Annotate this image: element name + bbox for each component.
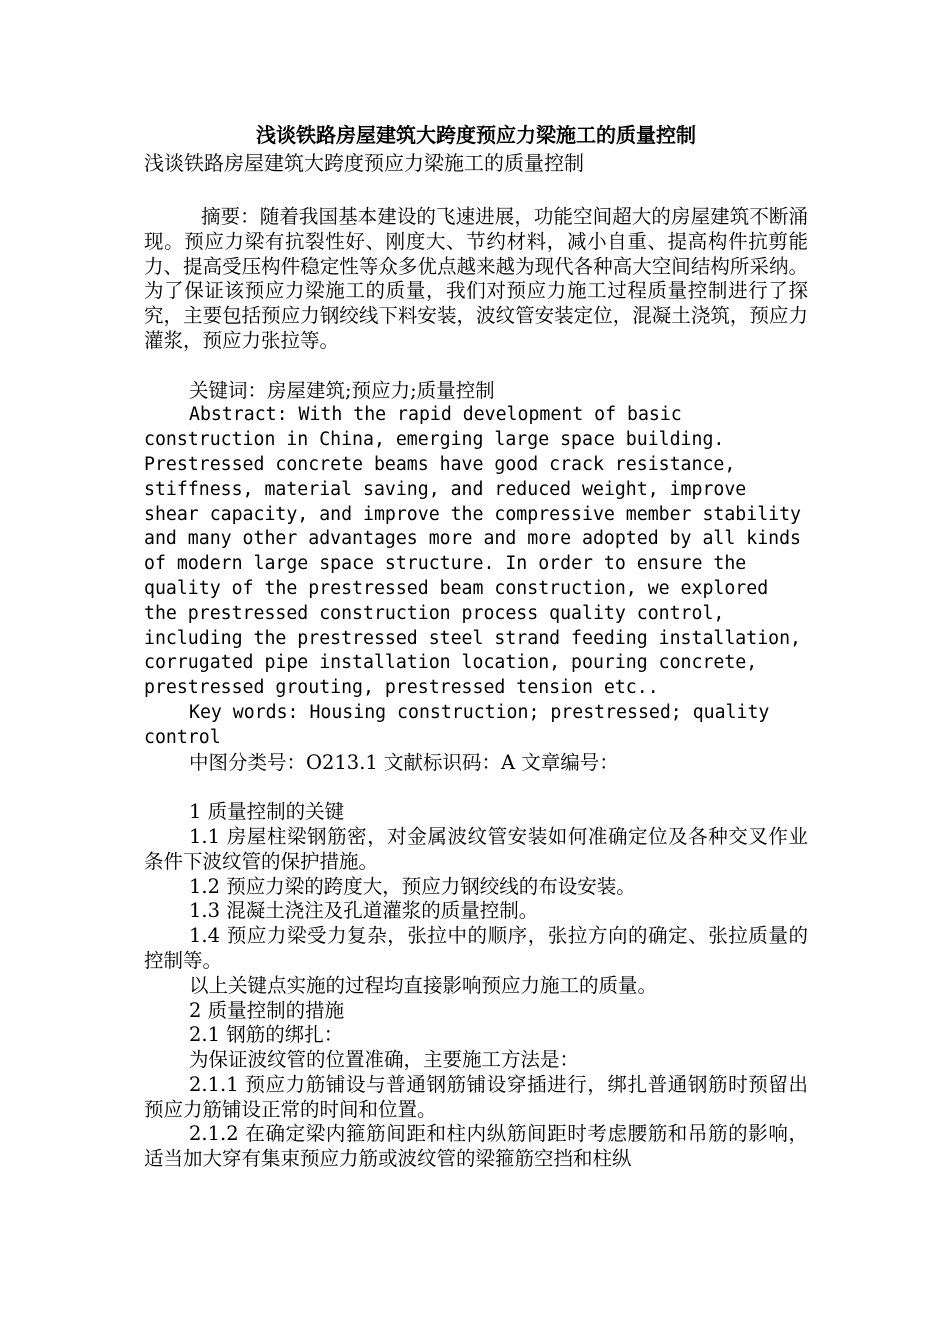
body-paragraph: 以上关键点实施的过程均直接影响预应力施工的质量。 — [189, 973, 658, 997]
document-title: 浅谈铁路房屋建筑大跨度预应力梁施工的质量控制 — [256, 123, 696, 147]
body-paragraph: 2.1.1 预应力筋铺设与普通钢筋铺设穿插进行，绑扎普通钢筋时预留出预应力筋铺设正常的时间和位置。 — [144, 1072, 808, 1121]
keywords-en: Key words: Housing construction; prestressed; quality control — [144, 701, 770, 748]
section-heading: 1 质量控制的关键 — [189, 800, 345, 824]
document-subtitle: 浅谈铁路房屋建筑大跨度预应力梁施工的质量控制 — [144, 151, 584, 175]
classification-line: 中图分类号：O213.1 文献标识码：A 文章编号： — [189, 750, 619, 774]
abstract-cn: 摘要：随着我国基本建设的飞速进展，功能空间超大的房屋建筑不断涌现。预应力梁有抗裂性好、刚度大、节约材料，减小自重、提高构件抗剪能力、提高受压构件稳定性等众多优点越来越为现代各种高大空间结构所采纳。为了保证该预应力梁施工的质量，我们对预应力施工过程质量控制进行了探究，主要包括预应力钢绞线下料安装，波纹管安装定位，混凝土浇筑，预应力灌浆，预应力张拉等。 — [144, 205, 808, 352]
body-paragraph: 1.2 预应力梁的跨度大，预应力钢绞线的布设安装。 — [189, 874, 636, 898]
body-paragraph: 1.3 混凝土浇注及孔道灌浆的质量控制。 — [189, 899, 539, 923]
body-paragraph: 2.1.2 在确定梁内箍筋间距和柱内纵筋间距时考虑腰筋和吊筋的影响，适当加大穿有集束预应力筋或波纹管的梁箍筋空挡和柱纵 — [144, 1122, 808, 1171]
body-paragraph: 为保证波纹管的位置准确，主要施工方法是： — [189, 1048, 580, 1072]
keywords-cn: 关键词：房屋建筑;预应力;质量控制 — [189, 378, 495, 402]
abstract-en: Abstract: With the rapid development of basic construction in China, emerging large space building. Prestressed concrete beams have good crack resistance, stiffness, material saving, and reduced weight, improve shear capacity, and improve the compressive member stability and many other advantages more and more adopted by all kinds of modern large space structure. In order to ensure the quality of the prestressed beam construction, we explored the prestressed construction process quality control, including the prestressed steel strand feeding installation, corrugated pipe installation location, pouring concrete, prestressed grouting, prestressed tension etc.. — [144, 404, 801, 699]
subsection-heading: 2.1 钢筋的绑扎： — [189, 1023, 344, 1047]
body-paragraph: 1.4 预应力梁受力复杂，张拉中的顺序，张拉方向的确定、张拉质量的控制等。 — [144, 924, 808, 972]
section-heading: 2 质量控制的措施 — [189, 998, 345, 1022]
spacer — [144, 354, 808, 379]
spacer — [144, 775, 808, 800]
document-page — [144, 121, 808, 1172]
body-paragraph: 1.1 房屋柱梁钢筋密，对金属波纹管安装如何准确定位及各种交叉作业条件下波纹管的保护措施。 — [144, 824, 808, 873]
